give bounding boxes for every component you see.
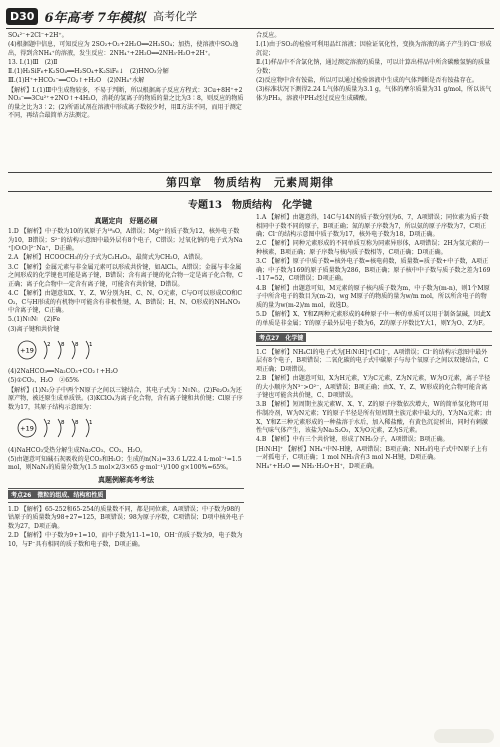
paragraph: (3)标准状况下测得2.24 L气体的质量为3.1 g，气体的摩尔质量为31 g/mol，所以该气体为PH₃，溶液中PH₃经过反应生成磷酸。 bbox=[256, 85, 492, 102]
shell-label: 2 bbox=[47, 420, 51, 427]
shell-label: 1 bbox=[89, 420, 93, 427]
paragraph: (4)2NaHCO₃══Na₂CO₃+CO₂↑+H₂O bbox=[8, 368, 118, 376]
atom-structure-diagram bbox=[14, 337, 114, 367]
subject-title: 高考化学 bbox=[153, 10, 198, 23]
right-top-column bbox=[256, 32, 492, 104]
paragraph: 1.C 【解析】NH₄Cl的电子式为[H∶N∶H]⁺[∶Cl∶]⁻，A项错误；Cl⁻的结构示意图中最外层有8个电子，B项错误；二氧化碳的电子式中碳原子与每个氧原子之间以双键结合，C项正确；D项错误。 bbox=[256, 348, 489, 373]
shell-label: 8 bbox=[61, 420, 65, 427]
paragraph: Ⅱ.(1)样品中不含氯化钠，通过测定溶液的质量，可以计算出样品中所含碳酸氢钠的质量分数； bbox=[256, 58, 491, 75]
paragraph: 2.B 【解析】由题意可知，X为H元素，Y为C元素，Z为N元素，W为O元素，离子半径的大小顺序为N³⁻>O²⁻，A项错误；B项正确；由X、Y、Z、W形成的化合物可能含离子键也可能含共价键，C、D项错误。 bbox=[256, 375, 491, 400]
paragraph: 13. Ⅰ.(1)Ⅲ (2)Ⅱ bbox=[8, 58, 58, 66]
keypoint-27-heading bbox=[256, 331, 492, 346]
nucleus-label: +19 bbox=[20, 424, 34, 433]
left-top-column bbox=[8, 32, 244, 122]
paragraph: 2.C 【解析】同种元素形成的不同单质互称为同素异形体，A项错误；2H为氢元素的一种核素，B项正确；原子序数与核内质子数相等，C项正确；D项正确。 bbox=[256, 240, 490, 256]
paragraph: (2)反应物中含有铵盐，所以可以通过检验溶液中生成的气体判断是否有铵盐存在。 bbox=[256, 76, 478, 84]
paragraph: 1.D 【解析】中子数为10的氧原子为¹⁸₈O，A错误；Mg²⁺的质子数为12，核外电子数为10，B错误；S²⁻的结构示意图中最外层有8个电子，C错误；过氧化钠的电子式为Na⁺[∶O∶O∶]²⁻Na⁺，D正确。 bbox=[8, 228, 243, 253]
page-header bbox=[6, 4, 494, 29]
section-heading: 真题定向 好题必刷 bbox=[94, 216, 158, 225]
paragraph: 1.D 【解析】65-252和65-254的质量数不同，都是同位素，A项错误；中子数为98的钴原子的质量数为98+27=125，B项错误；98为原子序数，C项错误；D项中核外电子数为27，D项正确。 bbox=[8, 505, 244, 530]
paragraph: 3.B 【解析】短周期主族元素W、X、Y、Z的原子序数依次增大，W的简单氢化物可用作制冷剂，W为N元素；Y的原子半径是所有短周期主族元素中最大的，Y为Na元素；由X、Y和Z三种元素形成的一种盐溶于水后，加入稀盐酸，有黄色沉淀析出，同时有刺激性气味气体产生，该盐为Na₂S₂O₃，X为O元素，Z为S元素。 bbox=[256, 401, 492, 435]
paragraph: 3.C 【解析】金属元素与非金属元素可以形成共价键，如AlCl₃，A错误；金属与非金属之间形成的化学键也可能是离子键，B错误；含有离子键的化合物一定是离子化合物，C正确；离子化合物中一定含有离子键，可能含有共价键，D错误。 bbox=[8, 263, 243, 288]
paragraph: Ⅲ.(1)H⁺+HCO₃⁻══CO₂↑+H₂O (2)NH₄⁺水解 bbox=[8, 77, 145, 85]
paragraph: [H∶N∶H]⁺ 【解析】NH₄⁺中N-H键，A项错误；B项正确；NH₃的电子式中N原子上有一对孤电子，C项正确；1 mol NH₃含有3 mol N-H键，D项正确。 bbox=[256, 445, 488, 462]
paragraph: 5.D 【解析】X、Y和Z两种元素形成的4种原子中一种的单质可以用于制备氯碱，因此X的单质是非金属；Y的原子最外层电子数为6，Z的原子序数比Y大1，则Y为O、Z为F。 bbox=[256, 310, 491, 327]
shell-label: 8 bbox=[61, 341, 65, 348]
keypoint-26-heading bbox=[8, 488, 244, 503]
shell-label: 8 bbox=[75, 341, 79, 348]
paragraph: (4)根据题中信息，可知反应为 2SO₂+O₂+2H₂O══2H₂SO₄；加热，使溶液中SO₂逸出，得到含NH₄⁺的溶液，发生反应：2NH₄⁺+2H₂O══2NH₃·H₂O+2H⁺。 bbox=[8, 41, 239, 57]
paragraph: 5.(1)N∶∶N∶ (2)Fe bbox=[8, 316, 61, 324]
paragraph: 1.A 【解析】由题意得，14C与14N的质子数分别为6、7，A项错误；同位素为质子数相同中子数不同的原子，B项正确；氮的原子序数为7，所以氨的原子序数为7，C项正确；Cl⁻的结构示意图中质子数为17，核外电子数为18，D项正确。 bbox=[256, 214, 489, 239]
paragraph: 2.D 【解析】中子数为9+1=10，而中子数为11-1=10，OH⁻的质子数为9，电子数为10，与F⁻具有相同的质子数和电子数，D项正确。 bbox=[8, 531, 243, 548]
paragraph: 合反应。 bbox=[256, 32, 281, 39]
chapter-title: 第四章 物质结构 元素周期律 bbox=[8, 172, 492, 192]
paragraph: Ⅰ.(1)由于SO₂的检验可利用品红溶液；因验证氧化性，变换为溶液的离子产生的Cl⁻形成沉淀； bbox=[256, 41, 492, 57]
paragraph: SO₄²⁻+2Cl⁻+2H⁺。 bbox=[8, 32, 68, 39]
left-main-column bbox=[8, 214, 244, 550]
paragraph: Ⅱ.(1)H₂SiF₆+K₂SO₄══H₂SO₄+K₂SiF₆↓ (2)HNO₃分解 bbox=[8, 68, 169, 76]
section-heading: 真题例解高考考法 bbox=[98, 475, 154, 484]
paragraph: 【解析】(1)N₂分子中两个N原子之间以三键结合，其电子式为∶N∶∶N∶。(2)Fe₂O₃为还原产物，被还原生成单质铁。(3)KClO₄为离子化合物，含有离子键和共价键；Cl原子序数为17，其原子结构示意图为： bbox=[8, 386, 243, 411]
paragraph: NH₄⁺+H₂O ══ NH₃·H₂O+H⁺，D项正确。 bbox=[256, 463, 379, 471]
paragraph: (5)①CO₂、H₂O ②65% bbox=[8, 377, 79, 385]
keypoint-badge: 考点27 化学键 bbox=[256, 333, 306, 342]
paragraph: (5)由题意可知碱石灰吸收的是CO₂和H₂O；生成的n(N₂)=33.6 L/22.4 L·mol⁻¹=1.5 mol，则NaN₃的质量分数为(1.5 mol×2/3×65 g·mol⁻¹)/100 g×100%=65%。 bbox=[8, 455, 242, 472]
paragraph: 4.B 【解析】由题意可知，M元素的原子核内质子数为m，中子数为(m-n)，则1个M原子中所含电子的数目为(m-2)，wg M原子的物质的量为w/m mol，所以所含电子的物质的量为w(m-2)/m mol，故选D。 bbox=[256, 284, 490, 309]
atom-structure-diagram bbox=[14, 415, 114, 445]
paragraph: 4.C 【解析】由题意知X、Y、Z、W分别为H、C、N、O元素，C与O可以形成CO和CO₂，C与H形成的有机物中可能含有非极性键，A、B错误；H、N、O形成的NH₄NO₃中含离子键，C正确。 bbox=[8, 289, 242, 315]
watermark-logo bbox=[434, 729, 494, 743]
topic-title: 专题13 物质结构 化学键 bbox=[188, 200, 312, 211]
paragraph: 【解析】Ⅰ.(1)Ⅲ中生成物较多，不易于判断，所以根据离子反应方程式：3Cu+8H⁺+2NO₃⁻══3Cu²⁺+2NO↑+4H₂O，消耗的氢离子的物质的量之比为3∶8，则反应的物质的量之比为3∶2；(2)所需试剂在溶液中形成离子数较少时，用Ⅱ方法不同，而用于测定不同，再结合最简单方法测定。 bbox=[8, 86, 244, 120]
keypoint-badge: 考点26 微粒的组成、结构和性质 bbox=[8, 490, 106, 499]
nucleus-label: +19 bbox=[20, 346, 34, 355]
paragraph: 3.C 【解析】原子中质子数=核外电子数=核电荷数，质量数=质子数+中子数，A项正确；中子数为169的原子质量数为286，B项正确；原子核中中子数与质子数之差为169-117=52，C项错误；D项正确。 bbox=[256, 258, 491, 283]
right-main-column bbox=[256, 214, 492, 473]
paragraph: (3)离子键和共价键 bbox=[8, 325, 60, 333]
paragraph: (4)NaHCO₃受热分解生成Na₂CO₃、CO₂、H₂O。 bbox=[8, 446, 147, 454]
page-number: D30 bbox=[6, 8, 38, 25]
brand-logo: 6年高考 7年模拟 bbox=[44, 10, 146, 26]
shell-label: 1 bbox=[89, 341, 93, 348]
shell-label: 8 bbox=[75, 420, 79, 427]
shell-label: 2 bbox=[47, 341, 51, 348]
paragraph: 4.B 【解析】中有三个共价键，形成了NH₃分子，A项错误；B项正确。 bbox=[256, 436, 449, 444]
paragraph: 2.A 【解析】HCOOCH₃的分子式为C₂H₄O₂，最简式为CH₂O，A错误。 bbox=[8, 254, 207, 262]
